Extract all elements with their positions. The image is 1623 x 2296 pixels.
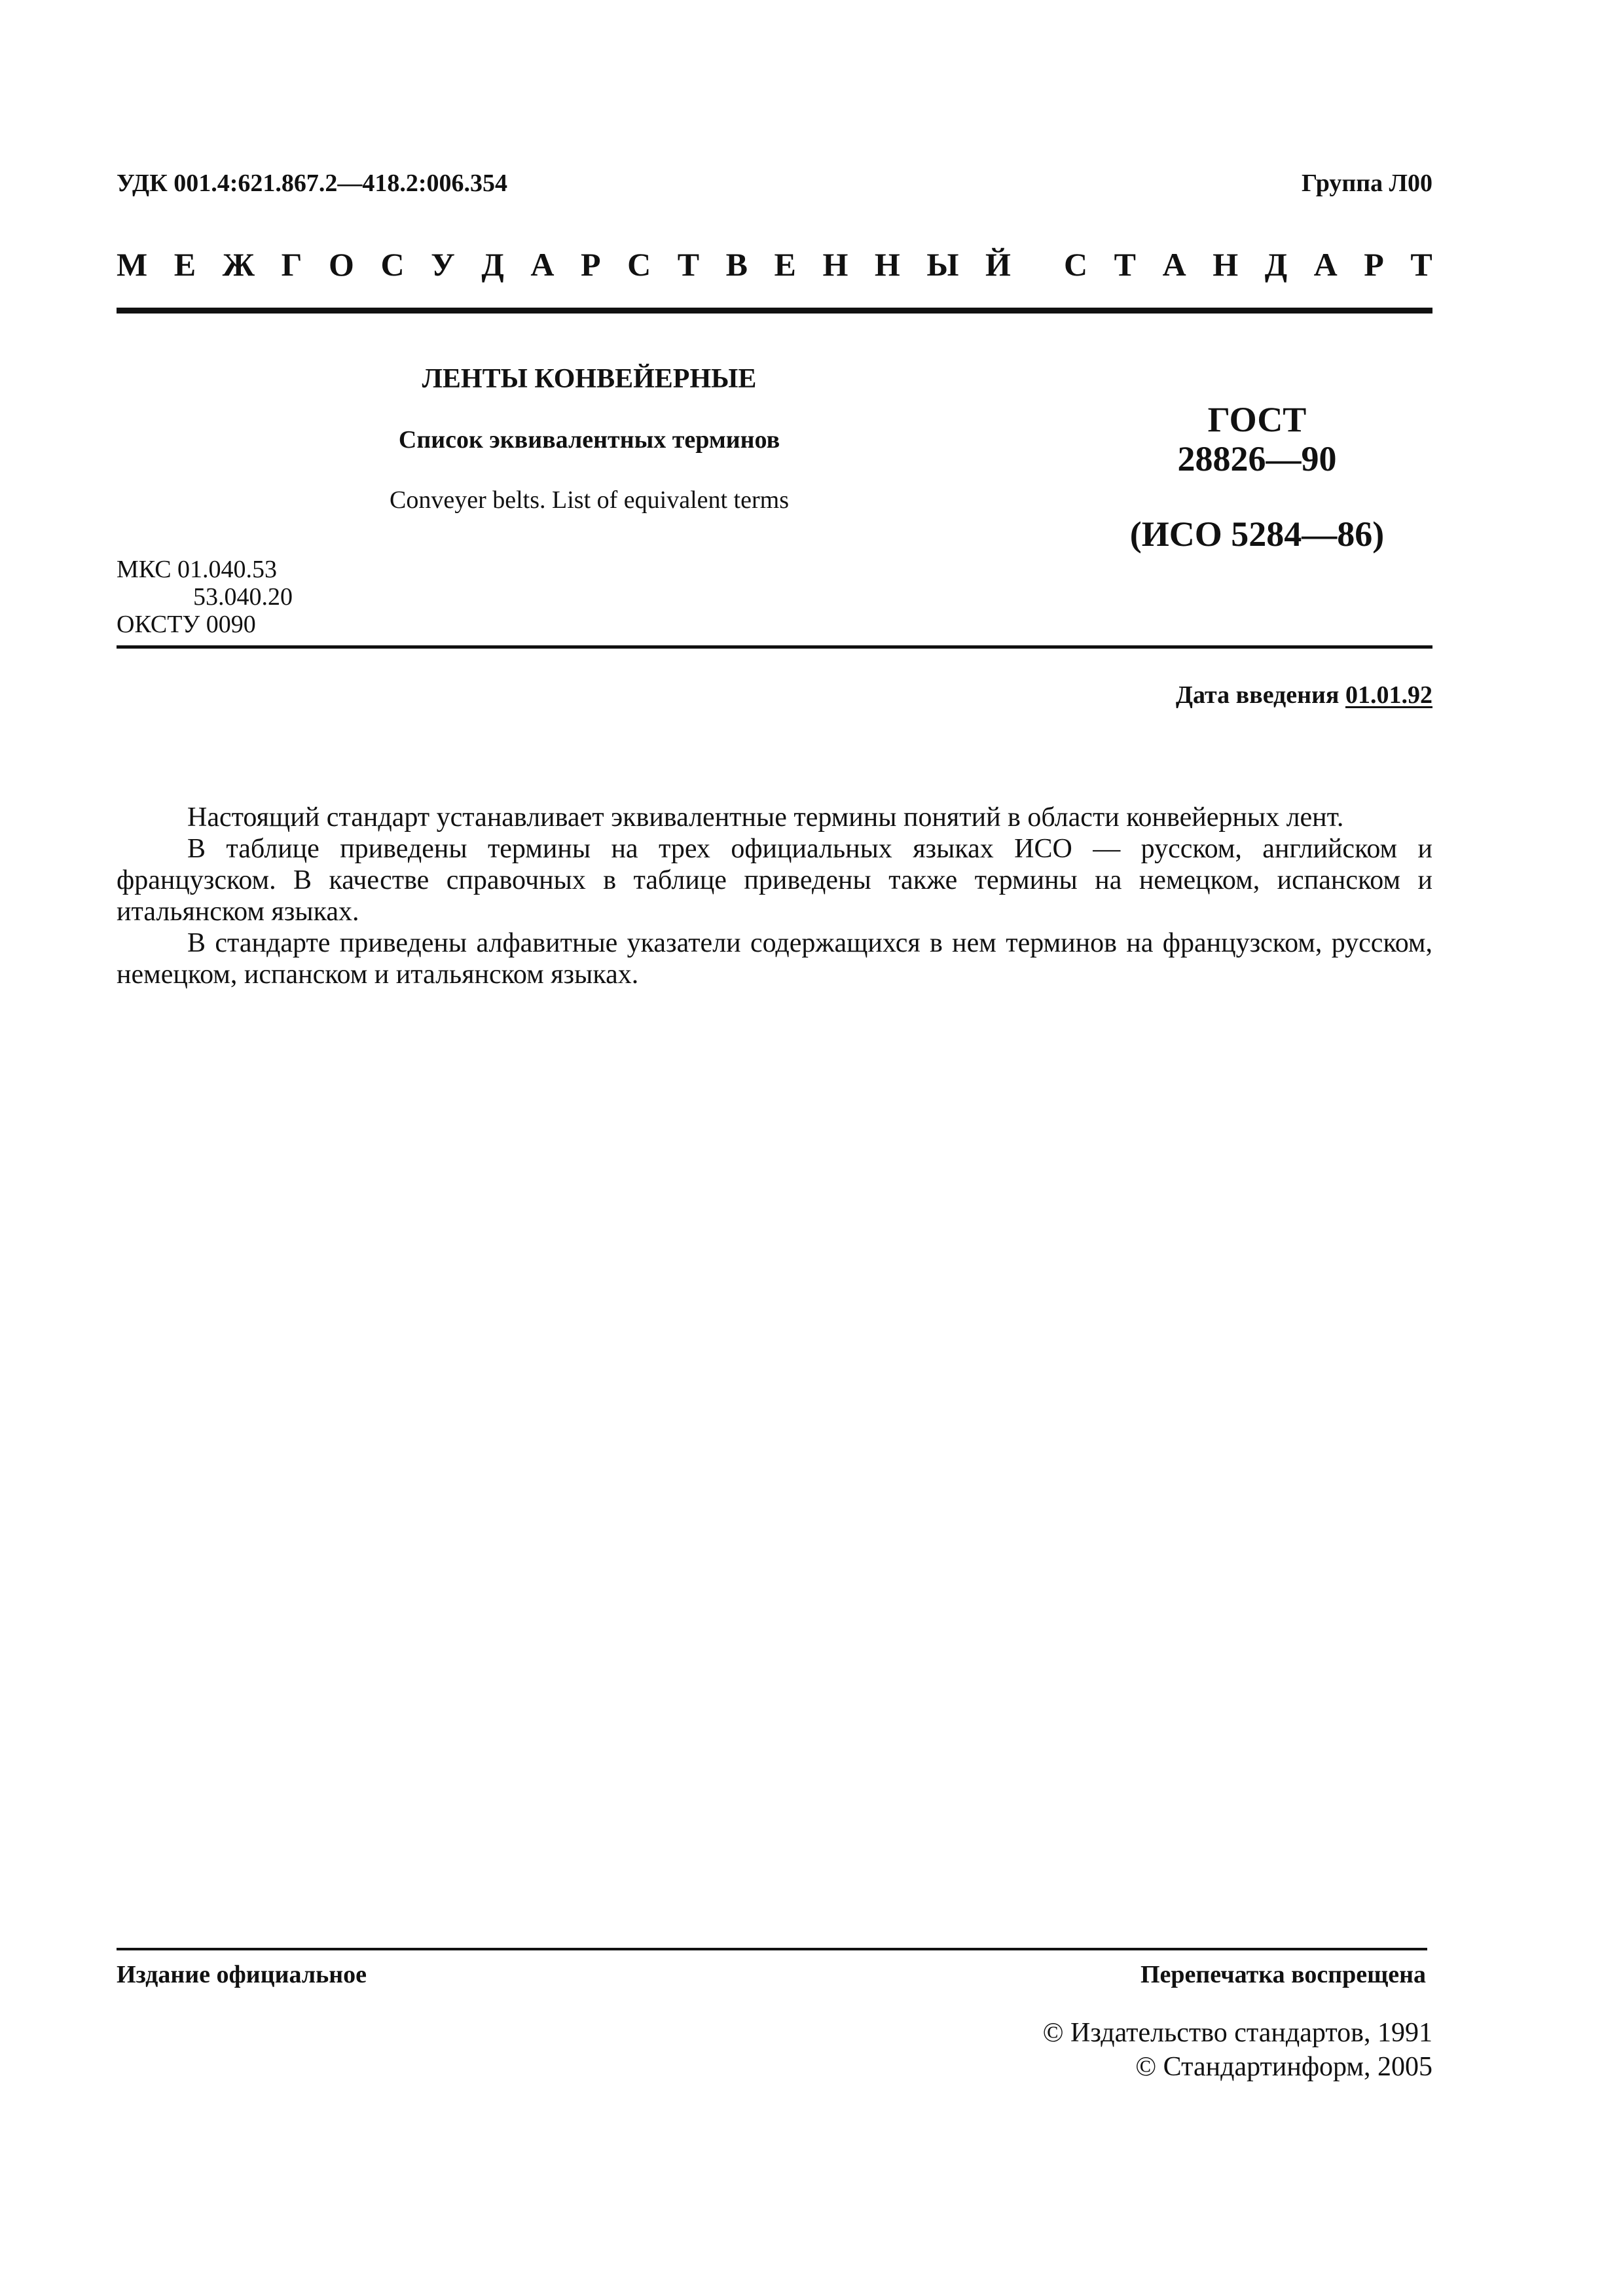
heading-letter: Д [481,246,504,283]
heading-letter: Н [1213,246,1239,283]
paragraph: В стандарте приведены алфавитные указатели содержащихся в нем терминов на французском, русском, немецком, испанском и итальянском языках. [117,928,1432,990]
heading-letter: Й [985,246,1011,283]
copyright-line: © Издательство стандартов, 1991 [1042,2018,1432,2048]
heading-letter: Н [874,246,900,283]
iso-reference: (ИСО 5284—86) [1129,514,1385,554]
date-value: 01.01.92 [1345,681,1432,709]
group-code: Группа Л00 [1301,170,1432,197]
heading-letter: Т [1410,246,1432,283]
introduction-date [1176,681,1432,709]
heading-letter: У [431,246,455,283]
mks-code: МКС 01.040.53 [117,556,278,583]
heading-letter: Р [1364,246,1384,283]
heading-letter: Г [281,246,302,283]
heading-letter: О [329,246,354,283]
heading-letter: В [725,246,748,283]
heading-letter: А [530,246,555,283]
heading-letter: Е [774,246,796,283]
document-subtitle: Список эквивалентных терминов [398,426,780,454]
paragraph: В таблице приведены термины на трех официальных языках ИСО — русском, английском и французском. В качестве справочных в таблице приведены также термины на немецком, испанском и итальянском языках. [117,834,1432,927]
mks-code-second: 53.040.20 [193,583,293,611]
heading-letter: Ж [222,246,255,283]
interstate-standard-heading [117,245,1432,283]
footer-divider [117,1948,1427,1950]
heading-letter: Т [1114,246,1137,283]
heading-letter: Ы [926,246,959,283]
heading-letter: Р [580,246,601,283]
okstu-code: ОКСТУ 0090 [117,611,256,638]
udk-code: УДК 001.4:621.867.2—418.2:006.354 [117,170,508,197]
heading-letter: А [1162,246,1186,283]
header-divider [117,308,1432,314]
heading-letter: Н [822,246,848,283]
gost-number: 28826—90 [1177,439,1337,478]
heading-letter: Т [677,246,700,283]
official-edition-label: Издание официальное [117,1961,367,1988]
heading-letter: С [627,246,651,283]
paragraph: Настоящий стандарт устанавливает эквивалентные термины понятий в области конвейерных лент. [187,802,1344,833]
heading-letter: М [117,246,148,283]
document-title: ЛЕНТЫ КОНВЕЙЕРНЫЕ [422,364,757,394]
heading-letter: Д [1264,246,1288,283]
english-title: Conveyer belts. List of equivalent terms [390,486,789,514]
heading-letter: Е [173,246,196,283]
reprint-prohibited-label: Перепечатка воспрещена [1140,1961,1426,1988]
heading-letter: С [1064,246,1088,283]
body-text [117,802,1432,990]
gost-label: ГОСТ [1207,400,1307,439]
heading-letter: С [380,246,405,283]
title-block-divider [117,645,1432,649]
heading-letter: А [1313,246,1338,283]
copyright-line: © Стандартинформ, 2005 [1135,2052,1432,2082]
date-label: Дата введения [1175,681,1340,709]
